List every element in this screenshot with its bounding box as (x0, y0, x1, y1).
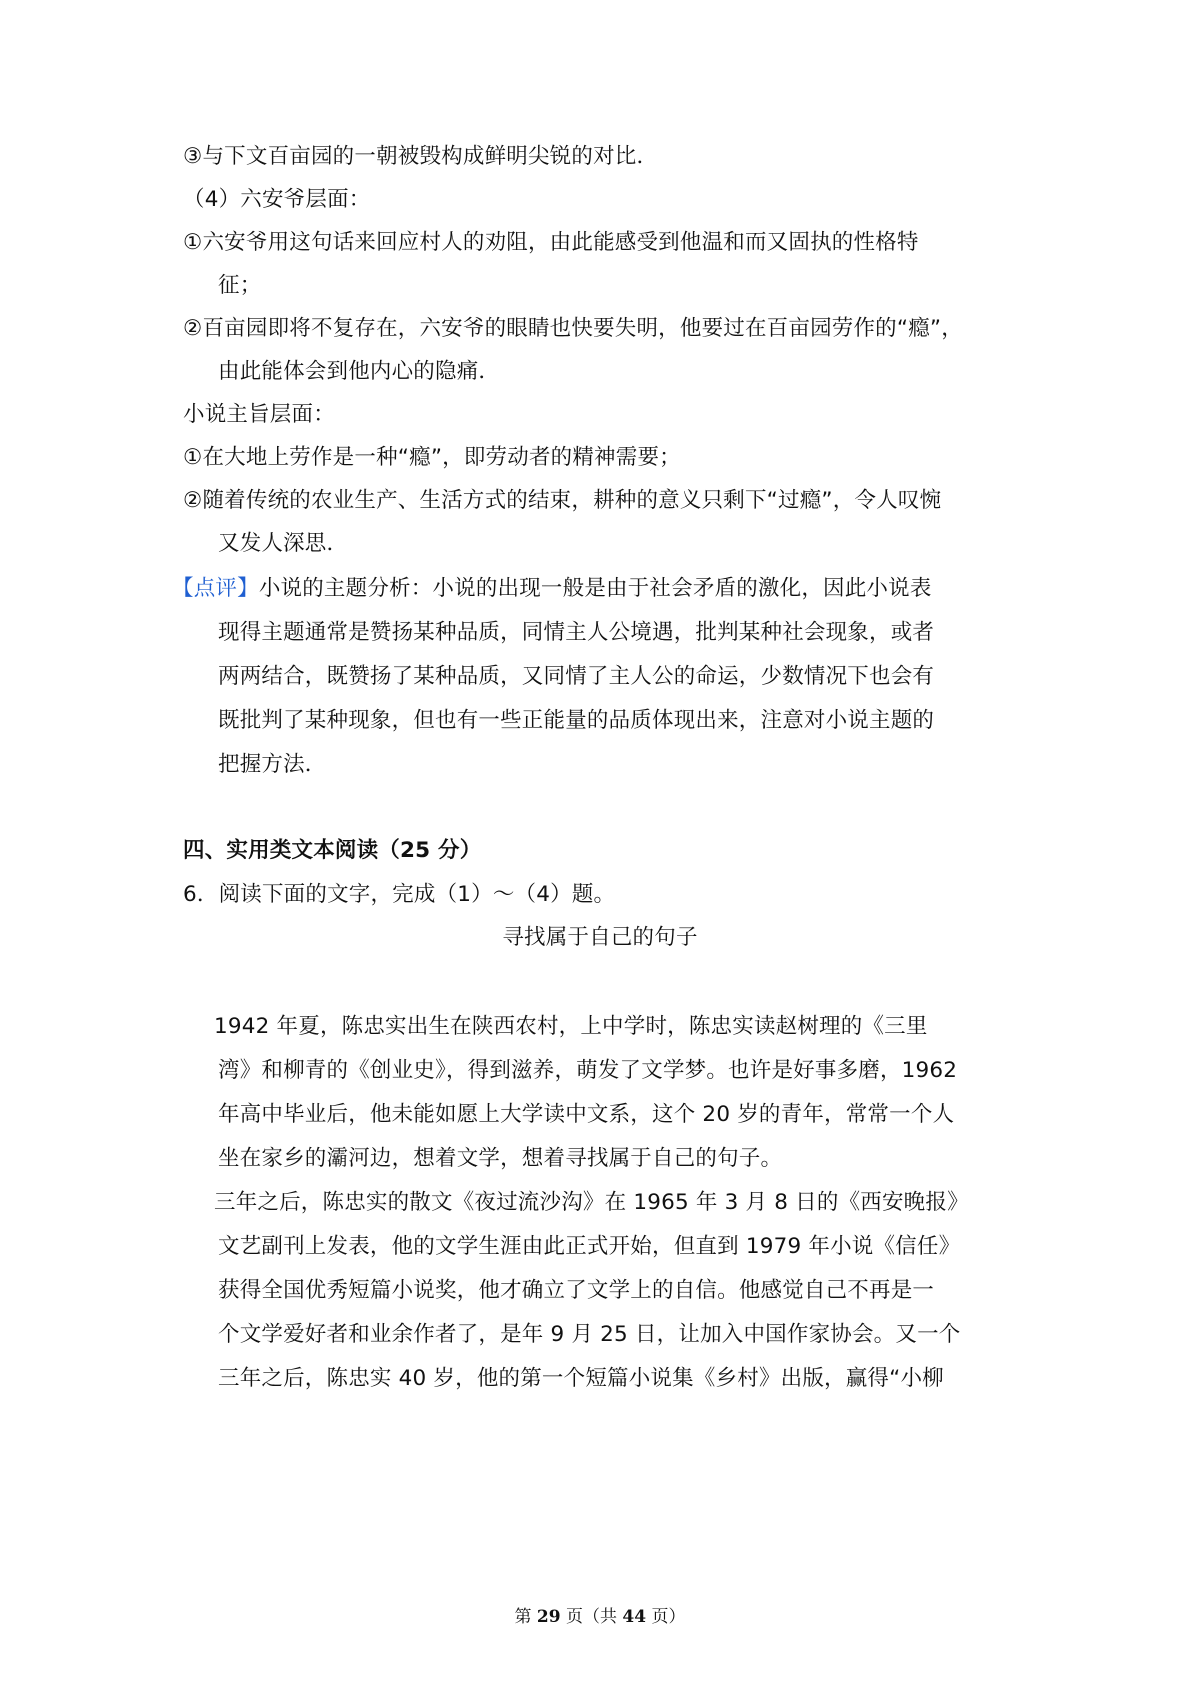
comment-text: 小说的主题分析：小说的出现一般是由于社会矛盾的激化，因此小说表 (258, 576, 932, 601)
article-line: 湾》和柳青的《创业史》，得到滋养，萌发了文学梦。也许是好事多磨，1962 (218, 1058, 958, 1083)
answer-line-2-cont: 征； (218, 273, 262, 298)
comment-line: 两两结合，既赞扬了某种品质，又同情了主人公的命运，少数情况下也会有 (218, 664, 935, 689)
answer-line-1: ③与下文百亩园的一朝被毁构成鲜明尖锐的对比． (183, 144, 659, 169)
article-line: 年高中毕业后，他未能如愿上大学读中文系，这个 20 岁的青年，常常一个人 (218, 1102, 955, 1127)
article-line: 获得全国优秀短篇小说奖，他才确立了文学上的自信。他感觉自己不再是一 (218, 1278, 935, 1303)
section-heading: 四、实用类文本阅读（25 分） (183, 838, 482, 863)
comment-line: 现得主题通常是赞扬某种品质，同情主人公境遇，批判某种社会现象，或者 (218, 620, 935, 645)
page-footer (0, 1602, 1200, 1627)
article-line: 三年之后，陈忠实 40 岁，他的第一个短篇小说集《乡村》出版，赢得“小柳 (218, 1366, 944, 1391)
comment-tag: 【点评】 (172, 576, 259, 601)
article-line: 三年之后，陈忠实的散文《夜过流沙沟》在 1965 年 3 月 8 日的《西安晚报》 (214, 1190, 969, 1215)
article-title: 寻找属于自己的句子 (502, 925, 698, 950)
comment-first-line (172, 574, 932, 604)
answer-line-4: ①在大地上劳作是一种“瘾”，即劳动者的精神需要； (183, 445, 681, 470)
article-line: 文艺副刊上发表，他的文学生涯由此正式开始，但直到 1979 年小说《信任》 (218, 1234, 961, 1259)
article-line: 1942 年夏，陈忠实出生在陕西农村，上中学时，陈忠实读赵树理的《三里 (214, 1014, 928, 1039)
question-prompt: 6．阅读下面的文字，完成（1）～（4）题。 (183, 882, 616, 907)
answer-line-5-cont: 又发人深思． (218, 531, 349, 556)
sub-heading-liuanye: （4）六安爷层面： (183, 187, 371, 212)
footer-page-number: 29 (536, 1607, 561, 1627)
comment-line: 既批判了某种现象，但也有一些正能量的品质体现出来，注意对小说主题的 (218, 708, 935, 733)
answer-line-3-cont: 由此能体会到他内心的隐痛． (218, 359, 501, 384)
answer-line-5: ②随着传统的农业生产、生活方式的结束，耕种的意义只剩下“过瘾”，令人叹惋 (183, 488, 942, 513)
footer-post: 页） (646, 1607, 686, 1627)
footer-mid: 页（共 (560, 1607, 623, 1627)
answer-line-2: ①六安爷用这句话来回应村人的劝阻，由此能感受到他温和而又固执的性格特 (183, 230, 919, 255)
sub-heading-theme: 小说主旨层面： (183, 402, 335, 427)
footer-pre: 第 (514, 1607, 537, 1627)
footer-total-pages: 44 (622, 1607, 647, 1627)
comment-line: 把握方法． (218, 752, 327, 777)
article-line: 个文学爱好者和业余作者了，是年 9 月 25 日，让加入中国作家协会。又一个 (218, 1322, 961, 1347)
answer-line-3: ②百亩园即将不复存在，六安爷的眼睛也快要失明，他要过在百亩园劳作的“瘾”， (183, 316, 963, 341)
article-line: 坐在家乡的灞河边，想着文学，想着寻找属于自己的句子。 (218, 1146, 783, 1171)
